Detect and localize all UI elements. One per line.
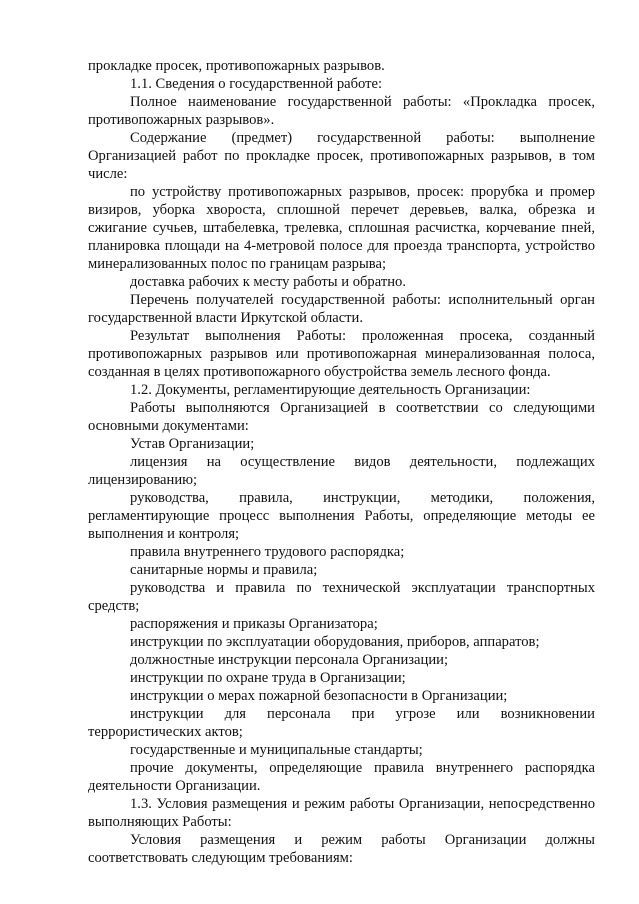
list-item-terrorism: инструкции для персонала при угрозе или возникновении террористических актов; (88, 706, 595, 740)
list-item-labor-safety: инструкции по охране труда в Организации; (130, 670, 406, 686)
paragraph-result: Результат выполнения Работы: проложенная просека, созданный противопожарных разрывов или противопожарная минерализованная полоса, созданная в целях противопожарного обустройства земель лесного фонда. (88, 328, 595, 380)
list-item-job-descriptions: должностные инструкции персонала Организации; (130, 652, 449, 668)
list-item-license: лицензия на осуществление видов деятельности, подлежащих лицензированию; (88, 454, 595, 488)
list-item-equipment: инструкции по эксплуатации оборудования, приборов, аппаратов; (130, 634, 540, 650)
section-heading-1-2: 1.2. Документы, регламентирующие деятельность Организации: (130, 382, 531, 398)
list-item-transport: руководства и правила по технической эксплуатации транспортных средств; (88, 580, 595, 614)
list-item-labor-rules: правила внутреннего трудового распорядка; (130, 544, 405, 560)
paragraph-delivery: доставка рабочих к месту работы и обратно. (130, 274, 406, 290)
paragraph-full-name: Полное наименование государственной работы: «Прокладка просек, противопожарных разрывов». (88, 94, 595, 128)
list-item-fire-safety: инструкции о мерах пожарной безопасности в Организации; (130, 688, 508, 704)
list-item-sanitary: санитарные нормы и правила; (130, 562, 318, 578)
paragraph-recipients: Перечень получателей государственной работы: исполнительный орган государственной власти Иркутской области. (88, 292, 595, 326)
paragraph-conditions: Условия размещения и режим работы Организации должны соответствовать следующим требованиям: (88, 832, 595, 866)
list-item-other-documents: прочие документы, определяющие правила внутреннего распорядка деятельности Организации. (88, 760, 595, 794)
list-item-guides: руководства, правила, инструкции, методики, положения, регламентирующие процесс выполнения Работы, определяющие методы ее выполнения и контроля; (88, 490, 595, 542)
paragraph-works-list: по устройству противопожарных разрывов, просек: прорубка и промер визиров, уборка хвороста, сплошной перечет деревьев, валка, обрезка и сжигание сучьев, штабелевка, трелевка, сплошная расчистка, корчевание пней, планировка площади на 4-метровой полосе для проезда транспорта, устройство минерализованных полос по границам разрыва; (88, 184, 595, 272)
list-item-standards: государственные и муниципальные стандарты; (130, 742, 423, 758)
list-item-orders: распоряжения и приказы Организатора; (130, 616, 378, 632)
list-item-charter: Устав Организации; (130, 436, 255, 452)
paragraph-content: Содержание (предмет) государственной работы: выполнение Организацией работ по прокладке просек, противопожарных разрывов, в том числе: (88, 130, 595, 182)
section-heading-1-3: 1.3. Условия размещения и режим работы Организации, непосредственно выполняющих Работы: (88, 796, 595, 830)
paragraph-continuation: прокладке просек, противопожарных разрывов. (88, 58, 385, 74)
section-heading-1-1: 1.1. Сведения о государственной работе: (130, 76, 383, 92)
paragraph-documents-intro: Работы выполняются Организацией в соответствии со следующими основными документами: (88, 400, 595, 434)
document-body (88, 57, 595, 867)
